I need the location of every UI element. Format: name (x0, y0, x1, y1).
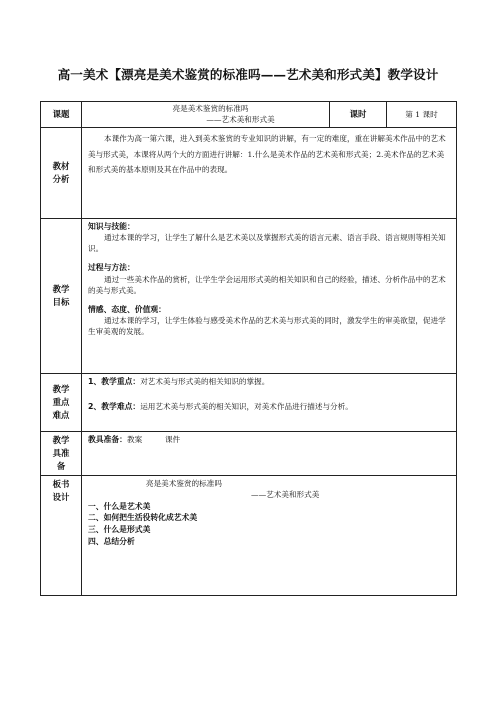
process-text: 通过一些美术作品的赏析，让学生学会运用形式美的相关知识和自己的经验，描述、分析作品中的艺术的美与形式美。 (88, 274, 446, 295)
board-line-2: ——艺术美和形式美 (251, 490, 320, 500)
label-analysis: 教材 分析 (41, 128, 82, 219)
board-item-4: 四、总结分析 (88, 536, 135, 546)
focus-line: 1、教学重点：对艺术美与形式美的相关知识的掌握。 (88, 377, 270, 386)
topic-line-2: ——艺术美和形式美 (206, 114, 275, 124)
label-topic: 课题 (41, 102, 82, 128)
analysis-text: 本课作为高一第六课，进入到美术鉴赏的专业知识的讲解，有一定的难度，重在讲解美术作品中的艺术美与形式美，本课将从两个大的方面进行讲解：1.什么是美术作品的艺术美和形式美；2.美术作品的艺术美和形式美的基本原则及其在作品中的表现。 (88, 134, 446, 175)
goals-cell (82, 219, 457, 374)
tools-line: 教具准备：教案 课件 (88, 435, 181, 444)
emotion-heading: 情感、态度、价值观： (88, 304, 166, 314)
analysis-cell (82, 128, 457, 219)
board-cell (82, 476, 457, 596)
board-line-1: 亮是美术鉴赏的标准吗 (146, 479, 222, 488)
process-heading: 过程与方法： (88, 263, 135, 273)
label-hours: 课时 (330, 102, 387, 128)
topic-cell (82, 102, 330, 128)
board-item-1: 一、什么是艺术美 (88, 501, 151, 511)
topic-line-1: 亮是美术鉴赏的标准吗 (172, 103, 249, 113)
knowledge-text: 通过本课的学习，让学生了解什么是艺术美以及掌握形式美的语言元素、语言手段、语言规则等相关知识。 (88, 233, 446, 254)
emotion-text: 通过本课的学习，让学生体验与感受美术作品的艺术美与形式美的同时，激发学生的审美欲望，促进学生审美观的发展。 (88, 315, 446, 336)
row-analysis (41, 128, 457, 219)
difficulty-line: 2、教学难点：运用艺术美与形式美的相关知识，对美术作品进行描述与分析。 (88, 401, 353, 411)
tools-cell (82, 432, 457, 476)
hours-value: 第 1 课时 (387, 102, 457, 128)
key-points-cell (82, 374, 457, 432)
page-title: 高一美术【漂亮是美术鉴赏的标准吗——艺术美和形式美】教学设计 (57, 67, 439, 82)
lesson-plan-table (40, 101, 457, 596)
label-goals: 教学 目标 (41, 219, 82, 374)
label-board: 板书 设计 (41, 476, 82, 596)
row-board (41, 476, 457, 596)
row-topic (41, 102, 457, 128)
board-item-3: 三、什么是形式美 (88, 525, 151, 535)
label-tools: 教学 具准 备 (41, 432, 82, 476)
row-key-points (41, 374, 457, 432)
row-goals (41, 219, 457, 374)
knowledge-heading: 知识与技能： (88, 222, 135, 231)
label-key-points: 教学 重点 难点 (41, 374, 82, 432)
board-item-2: 二、如何把生活役转化成艺术美 (88, 513, 198, 523)
row-tools (41, 432, 457, 476)
